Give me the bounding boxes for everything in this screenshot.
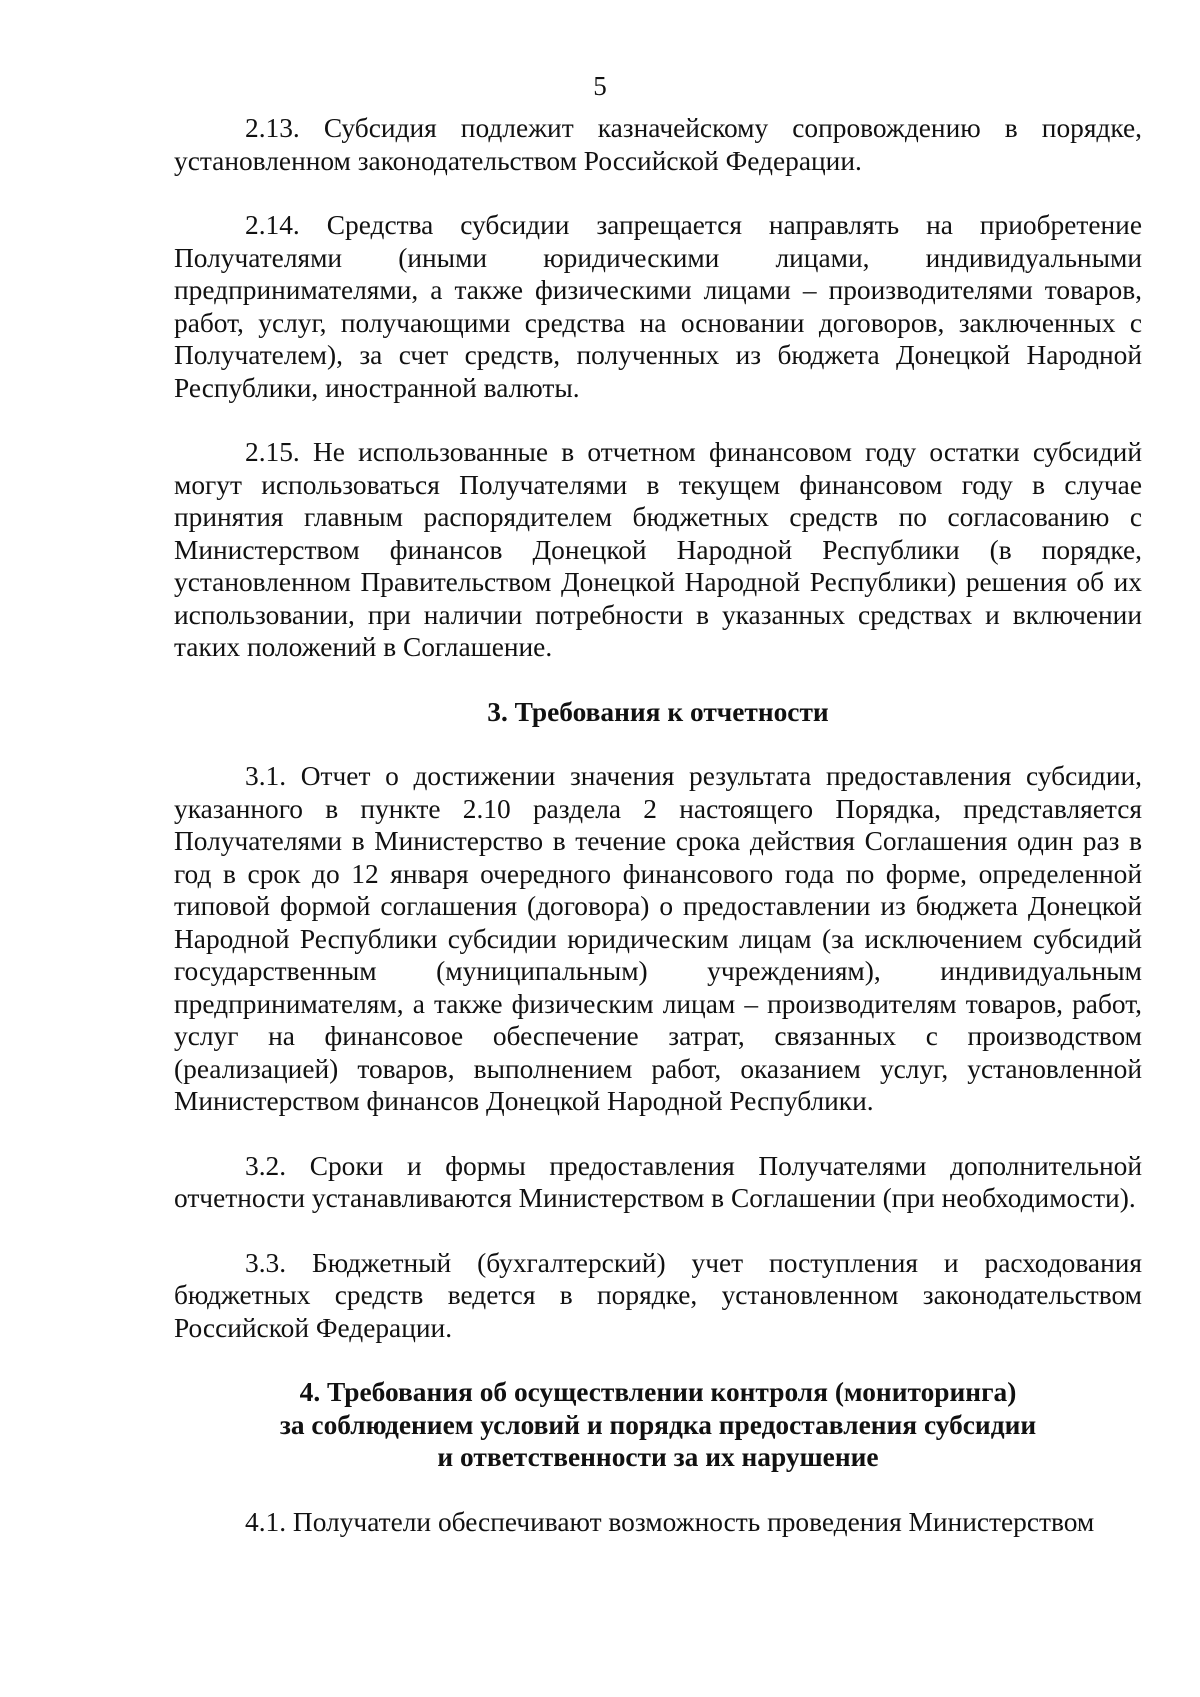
spacer	[174, 728, 1142, 760]
section-4-heading-line-1: 4. Требования об осуществлении контроля (мониторинга)	[299, 1377, 1017, 1407]
spacer	[174, 1344, 1142, 1376]
spacer	[174, 404, 1142, 436]
paragraph-3-3: 3.3. Бюджетный (бухгалтерский) учет поступления и расходования бюджетных средств ведется в порядке, установленном законодательством Российской Федерации.	[174, 1247, 1142, 1343]
spacer	[174, 1215, 1142, 1247]
paragraph-4-1: 4.1. Получатели обеспечивают возможность проведения Министерством	[245, 1506, 1095, 1537]
spacer	[174, 177, 1142, 209]
spacer	[174, 1118, 1142, 1150]
page-number: 5	[593, 71, 607, 101]
section-4-heading-line-2: за соблюдением условий и порядка предоставления субсидии	[279, 1409, 1037, 1440]
paragraph-3-1: 3.1. Отчет о достижении значения результата предоставления субсидии, указанного в пункте 2.10 раздела 2 настоящего Порядка, представляется Получателями в Министерство в течение срока действия Соглашения один раз в год в срок до 12 января очередного финансового года по форме, определенной типовой формой соглашения (договора) о предоставлении из бюджета Донецкой Народной Республики субсидии юридическим лицам (за исключением субсидий государственным (муниципальным) учреждениям), индивидуальным предпринимателям, а также физическим лицам – производителям товаров, работ, услуг на финансовое обеспечение затрат, связанных с производством (реализацией) товаров, выполнением работ, оказанием услуг, установленной Министерством финансов Донецкой Народной Республики.	[174, 761, 1142, 1116]
document-body	[174, 112, 1142, 1538]
paragraph-2-13: 2.13. Субсидия подлежит казначейскому сопровождению в порядке, установленном законодательством Российской Федерации.	[174, 113, 1142, 176]
paragraph-2-15: 2.15. Не использованные в отчетном финансовом году остатки субсидий могут использоваться Получателями в текущем финансовом году в случае принятия главным распорядителем бюджетных средств по согласованию с Министерством финансов Донецкой Народной Республики (в порядке, установленном Правительством Донецкой Народной Республики) решения об их использовании, при наличии потребности в указанных средствах и включении таких положений в Соглашение.	[174, 437, 1142, 662]
section-4-heading-line-3: и ответственности за их нарушение	[437, 1442, 879, 1472]
spacer	[174, 664, 1142, 696]
spacer	[174, 1474, 1142, 1506]
paragraph-2-14: 2.14. Средства субсидии запрещается направлять на приобретение Получателями (иными юридическими лицами, индивидуальными предпринимателями, а также физическими лицами – производителями товаров, работ, услуг, получающими средства на основании договоров, заключенных с Получателем), за счет средств, полученных из бюджета Донецкой Народной Республики, иностранной валюты.	[174, 210, 1142, 403]
paragraph-3-2: 3.2. Сроки и формы предоставления Получателями дополнительной отчетности устанавливаются Министерством в Соглашении (при необходимости).	[174, 1150, 1142, 1213]
section-3-heading: 3. Требования к отчетности	[487, 696, 829, 727]
